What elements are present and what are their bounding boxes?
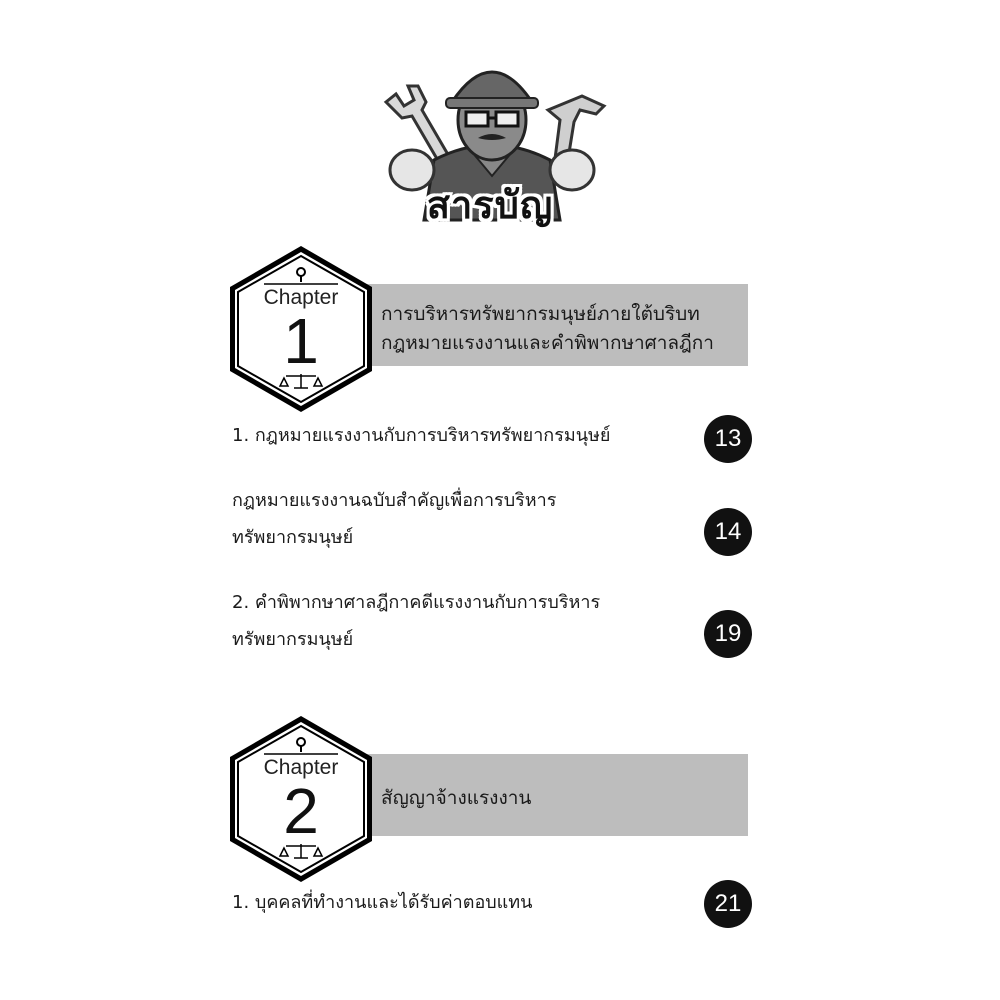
chapter-label: Chapter [263,286,339,309]
chapter-number: 2 [283,775,319,847]
toc-entry-text: กฎหมายแรงงานฉบับสำคัญเพื่อการบริหาร ทรัพยากรมนุษย์ [232,490,557,548]
chapter-heading: การบริหารทรัพยากรมนุษย์ภายใต้บริบท กฎหมายแรงงานและคำพิพากษาศาลฎีกา [381,303,714,354]
chapter-hexagon-badge [226,714,376,884]
chapter-2 [226,714,748,884]
page-number-badge: 13 [704,415,752,463]
page-number-badge: 21 [704,880,752,928]
chapter-number: 1 [283,305,319,377]
chapter-heading: สัญญาจ้างแรงงาน [381,787,532,809]
chapter-1 [226,244,748,414]
toc-entry[interactable] [232,880,752,928]
chapter-label: Chapter [263,756,339,779]
chapter-hexagon-badge [226,244,376,414]
toc-entry[interactable] [232,482,752,562]
page-number-badge: 14 [704,508,752,556]
page-title: สารบัญ [426,183,554,227]
page-number-badge: 19 [704,610,752,658]
toc-entry-text: 1. บุคคลที่ทำงานและได้รับค่าตอบแทน [232,892,533,913]
toc-entry-text: 1. กฎหมายแรงงานกับการบริหารทรัพยากรมนุษย์ [232,425,611,446]
toc-entry[interactable] [232,415,752,463]
toc-entry[interactable] [232,584,752,664]
toc-entry-text: 2. คำพิพากษาศาลฎีกาคดีแรงงานกับการบริหาร ทรัพยากรมนุษย์ [232,592,601,650]
